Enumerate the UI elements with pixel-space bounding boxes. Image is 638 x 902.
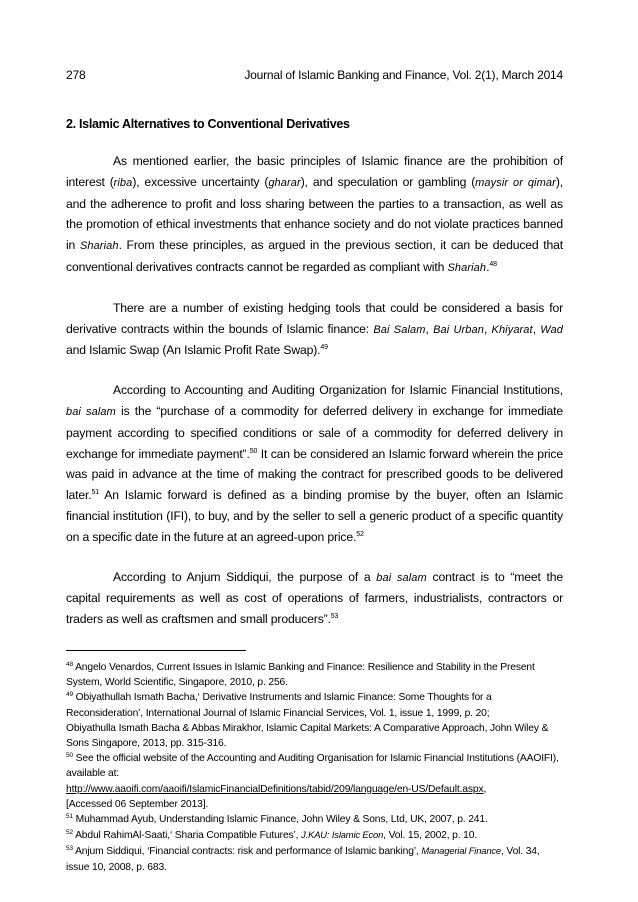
- footnote-49-continued: [66, 721, 563, 751]
- footnote-text: [Accessed 06 September 2013].: [66, 798, 209, 810]
- text-run: As mentioned earlier, the basic principles of Islamic finance are the prohibition of interest (: [66, 154, 563, 189]
- paragraph-3: [66, 380, 563, 547]
- italic-term: Shariah: [447, 261, 487, 274]
- text-run: ,: [483, 321, 492, 336]
- text-run: ,: [532, 321, 541, 336]
- footnote-text: Muhammad Ayub, Understanding Islamic Finance, John Wiley & Sons, Ltd, UK, 2007, p. 241.: [72, 814, 488, 826]
- text-run: ), excessive uncertainty (: [132, 174, 269, 189]
- footnote-ref[interactable]: 49: [320, 344, 328, 352]
- footnote-number: 49: [66, 691, 73, 699]
- paragraph-1: [66, 151, 563, 279]
- footnote-text: , Vol. 34, issue 10, 2008, p. 683.: [66, 846, 540, 873]
- text-run: .: [486, 259, 490, 274]
- footnote-49: [66, 690, 563, 720]
- body-text: [66, 151, 563, 649]
- text-run: An Islamic forward is defined as a binding promise by the buyer, often an Islamic financial institution (IFI), to buy, and by the seller to sell a generic product of a specific quantity on a specific date in the future at an agreed-upon price.: [66, 488, 563, 544]
- footnote-number: 50: [66, 752, 73, 760]
- italic-term: gharar: [268, 176, 301, 189]
- footnotes: [66, 660, 563, 875]
- footnote-text: See the official website of the Accounting and Auditing Organisation for Islamic Financial Institutions (AAOIFI), available at:: [66, 753, 559, 780]
- text-run: and Islamic Swap (An Islamic Profit Rate Swap).: [66, 343, 321, 358]
- paragraph-2: [66, 298, 563, 361]
- italic-term: riba: [113, 176, 133, 189]
- footnote-number: 51: [66, 813, 73, 821]
- footnote-48: [66, 660, 563, 690]
- footnote-number: 53: [66, 845, 73, 853]
- footnote-text: Abdul RahimAl-Saati,‘ Sharia Compatible Futures’,: [72, 830, 302, 842]
- journal-name: Managerial Finance: [421, 845, 501, 857]
- italic-term: Bai Salam: [373, 323, 426, 336]
- footnote-text: Anjum Siddiqui, ‘Financial contracts: risk and performance of Islamic banking’,: [72, 846, 422, 858]
- footnote-text: Obiyathulla Ismath Bacha & Abbas Mirakhor, Islamic Capital Markets: A Comparative Approach, John Wiley & Sons Singapore, 2013, pp. 315-316.: [66, 722, 549, 750]
- page-number: 278: [66, 68, 86, 82]
- text-run: ,: [425, 321, 434, 336]
- text-run: There are a number of existing hedging tools that could be considered a basis for derivative contracts within the bounds of Islamic finance:: [66, 300, 563, 336]
- footnote-ref[interactable]: 52: [356, 530, 364, 538]
- text-run: It can be considered an Islamic forward wherein the price was paid in advance at the time of making the contract for prescribed goods to be delivered later.: [66, 446, 563, 503]
- footnote-separator: [66, 650, 246, 651]
- text-run: According to Accounting and Auditing Organization for Islamic Financial Institutions,: [113, 383, 563, 398]
- footnote-53: [66, 843, 563, 874]
- aaoifi-link[interactable]: http://www.aaoifi.com/aaoifi/IslamicFinancialDefinitions/tabid/209/language/en-US/Default.aspx: [66, 783, 484, 795]
- text-run: is the “purchase of a commodity for deferred delivery in exchange for immediate payment according to specified conditions or sale of a commodity for deferred delivery in exchange for immediate payment”.: [66, 403, 564, 461]
- footnote-ref[interactable]: 48: [489, 260, 497, 268]
- footnote-51: [66, 812, 563, 827]
- section-heading: 2. Islamic Alternatives to Conventional Derivatives: [66, 117, 350, 131]
- footnote-number: 52: [66, 829, 73, 837]
- italic-term: Wad: [540, 323, 563, 336]
- text-run: According to Anjum Siddiqui, the purpose of a: [113, 569, 377, 584]
- footnote-text: Obiyathullah Ismath Bacha,‘ Derivative Instruments and Islamic Finance: Some Thoughts for a Reconsideration’, International Journal of Islamic Financial Services, Vol. 1, issue 1, 1999, p. 20;: [66, 692, 492, 719]
- italic-term: Shariah: [79, 240, 119, 253]
- text-run: ), and the adherence to profit and loss sharing between the parties to a transaction, as well as the promotion of ethical investments that enhance society and do not violate practices banned in: [66, 174, 563, 253]
- paragraph-4: [66, 567, 563, 630]
- footnote-50: [66, 751, 563, 812]
- footnote-52: [66, 827, 563, 843]
- text-run: ), and speculation or gambling (: [300, 174, 476, 189]
- footnote-ref[interactable]: 51: [91, 489, 100, 497]
- text-run: contract is to “meet the capital requirements as well as cost of operations of farmers, industrialists, contractors or traders as well as craftsmen and small producers”.: [66, 569, 563, 627]
- footnote-text: ,: [483, 783, 487, 795]
- journal-name: J.KAU: Islamic Econ: [301, 829, 384, 841]
- italic-term: Bai Urban: [433, 323, 484, 336]
- footnote-text: Angelo Venardos, Current Issues in Islamic Banking and Finance: Resilience and Stability in the Present System, World Scientific, Singapore, 2010, p. 256.: [66, 662, 535, 689]
- text-run: . From these principles, as argued in the previous section, it can be deduced that conventional derivatives contracts cannot be regarded as compliant with: [66, 238, 563, 274]
- journal-title: Journal of Islamic Banking and Finance, Vol. 2(1), March 2014: [244, 68, 563, 82]
- footnote-text: , Vol. 15, 2002, p. 10.: [383, 830, 478, 842]
- italic-term: Khiyarat: [491, 323, 533, 336]
- footnote-number: 48: [66, 661, 73, 668]
- italic-term: bai salam: [376, 571, 427, 584]
- footnote-ref[interactable]: 50: [249, 447, 258, 455]
- italic-term: bai salam: [66, 405, 116, 418]
- footnote-ref[interactable]: 53: [330, 613, 339, 621]
- italic-term: maysir or qimar: [475, 176, 556, 189]
